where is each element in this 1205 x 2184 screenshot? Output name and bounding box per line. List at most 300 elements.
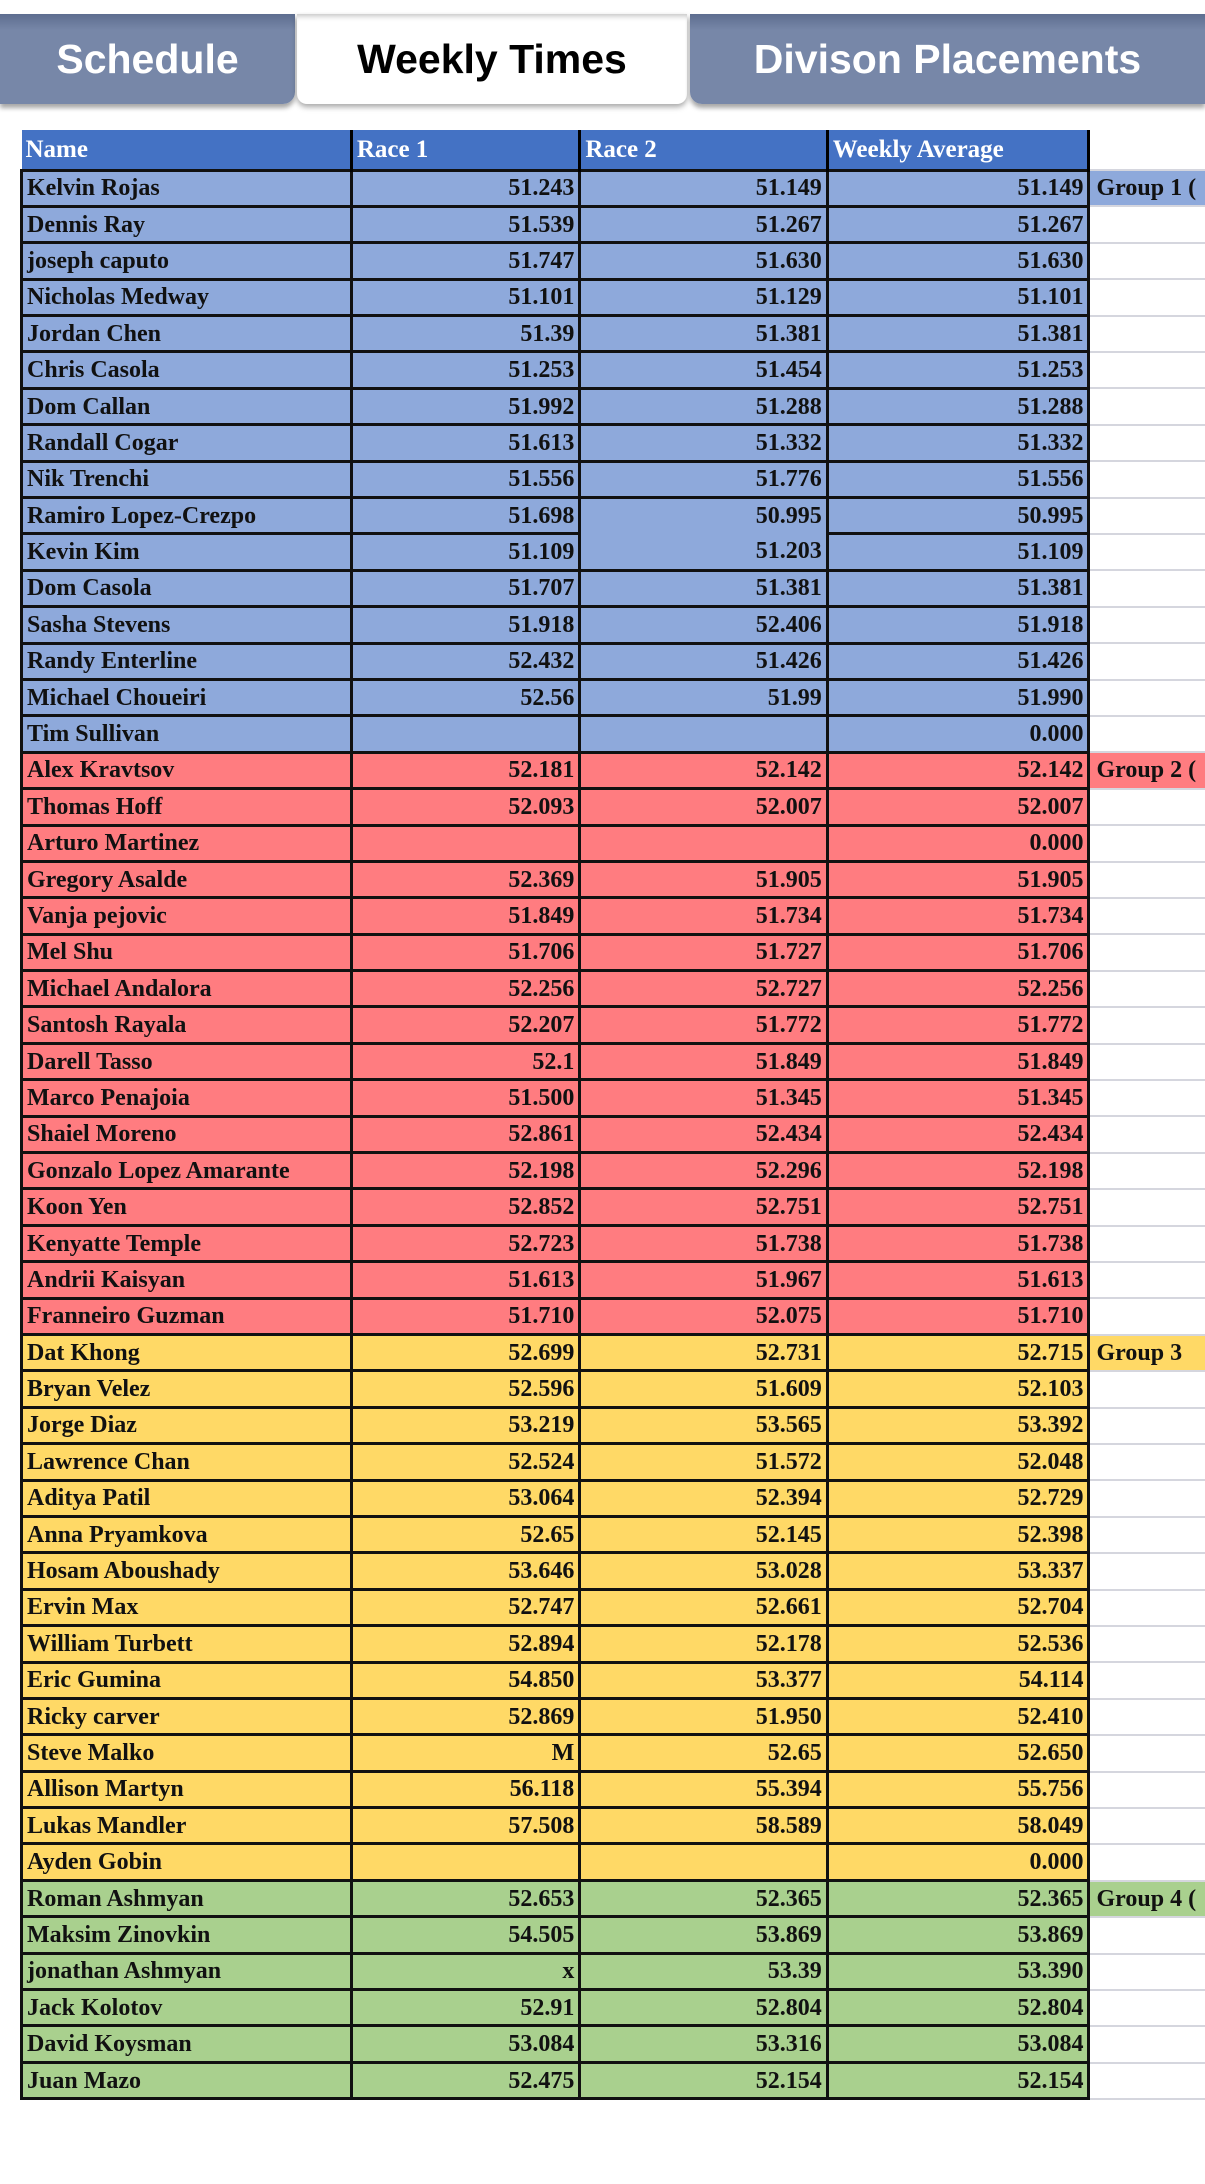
empty-cell[interactable] <box>1089 1371 1205 1407</box>
weekly-average-cell[interactable]: 51.109 <box>827 534 1089 570</box>
weekly-average-cell[interactable]: 52.154 <box>827 2062 1089 2098</box>
race-2-cell[interactable]: 51.572 <box>580 1444 827 1480</box>
name-cell[interactable]: jonathan Ashmyan <box>22 1953 352 1989</box>
weekly-average-cell[interactable]: 51.918 <box>827 607 1089 643</box>
name-cell[interactable]: Randall Cogar <box>22 425 352 461</box>
race-2-cell[interactable]: 51.381 <box>580 316 827 352</box>
name-cell[interactable]: David Koysman <box>22 2026 352 2062</box>
empty-cell[interactable] <box>1089 1735 1205 1771</box>
race-2-cell[interactable]: 51.950 <box>580 1698 827 1734</box>
name-cell[interactable]: Jordan Chen <box>22 316 352 352</box>
name-cell[interactable]: Gregory Asalde <box>22 861 352 897</box>
name-cell[interactable]: Vanja pejovic <box>22 898 352 934</box>
weekly-average-cell[interactable]: 51.381 <box>827 316 1089 352</box>
gridline <box>1090 497 1205 499</box>
empty-cell[interactable] <box>1089 1917 1205 1953</box>
race-2-cell[interactable]: 51.203 <box>580 534 827 570</box>
race-1-cell[interactable]: 51.243 <box>351 170 580 206</box>
empty-cell[interactable] <box>1089 498 1205 534</box>
weekly-average-cell[interactable]: 53.084 <box>827 2026 1089 2062</box>
gridline <box>1090 1807 1205 1809</box>
table-row <box>22 1553 1205 1589</box>
empty-cell[interactable] <box>1089 1662 1205 1698</box>
empty-cell[interactable] <box>1089 425 1205 461</box>
weekly-average-cell[interactable]: 52.256 <box>827 971 1089 1007</box>
weekly-average-cell[interactable]: 52.729 <box>827 1480 1089 1516</box>
race-1-cell[interactable]: 54.850 <box>351 1662 580 1698</box>
race-2-cell[interactable]: 51.129 <box>580 279 827 315</box>
name-cell[interactable]: Ayden Gobin <box>22 1844 352 1880</box>
empty-cell[interactable] <box>1089 2062 1205 2098</box>
race-2-cell[interactable]: 53.39 <box>580 1953 827 1989</box>
empty-cell[interactable] <box>1089 316 1205 352</box>
empty-cell[interactable] <box>1089 679 1205 715</box>
name-cell[interactable]: Juan Mazo <box>22 2062 352 2098</box>
race-2-cell[interactable]: 55.394 <box>580 1771 827 1807</box>
table-row <box>22 1808 1205 1844</box>
weekly-average-cell[interactable]: 52.536 <box>827 1626 1089 1662</box>
empty-cell[interactable] <box>1089 716 1205 752</box>
race-2-cell[interactable]: 52.661 <box>580 1589 827 1625</box>
name-cell[interactable]: Kelvin Rojas <box>22 170 352 206</box>
race-1-cell[interactable]: 52.524 <box>351 1444 580 1480</box>
race-1-cell[interactable]: 54.505 <box>351 1917 580 1953</box>
race-1-cell[interactable]: 51.500 <box>351 1080 580 1116</box>
race-2-cell[interactable]: 51.332 <box>580 425 827 461</box>
race-2-cell[interactable]: 53.028 <box>580 1553 827 1589</box>
race-1-cell[interactable]: 52.1 <box>351 1043 580 1079</box>
race-1-cell[interactable]: 52.093 <box>351 789 580 825</box>
weekly-average-cell[interactable]: 51.772 <box>827 1007 1089 1043</box>
weekly-average-cell[interactable]: 53.869 <box>827 1917 1089 1953</box>
name-cell[interactable]: Kevin Kim <box>22 534 352 570</box>
empty-cell[interactable] <box>1089 461 1205 497</box>
race-2-cell[interactable]: 51.99 <box>580 679 827 715</box>
gridline <box>1090 1370 1205 1372</box>
name-cell[interactable]: Koon Yen <box>22 1189 352 1225</box>
name-cell[interactable]: Nik Trenchi <box>22 461 352 497</box>
name-cell[interactable]: Arturo Martinez <box>22 825 352 861</box>
race-1-cell[interactable]: 52.596 <box>351 1371 580 1407</box>
empty-cell[interactable] <box>1089 789 1205 825</box>
weekly-average-cell[interactable]: 53.392 <box>827 1407 1089 1443</box>
name-cell[interactable]: Maksim Zinovkin <box>22 1917 352 1953</box>
race-2-cell[interactable]: 51.149 <box>580 170 827 206</box>
race-1-cell[interactable]: 51.698 <box>351 498 580 534</box>
race-1-cell[interactable]: 52.369 <box>351 861 580 897</box>
weekly-average-cell[interactable]: 51.734 <box>827 898 1089 934</box>
weekly-average-cell[interactable]: 0.000 <box>827 1844 1089 1880</box>
race-1-cell[interactable] <box>351 825 580 861</box>
empty-cell[interactable] <box>1089 1007 1205 1043</box>
race-1-cell[interactable]: 52.894 <box>351 1626 580 1662</box>
empty-cell[interactable] <box>1089 1298 1205 1334</box>
weekly-average-cell[interactable]: 53.337 <box>827 1553 1089 1589</box>
weekly-average-cell[interactable]: 51.345 <box>827 1080 1089 1116</box>
race-1-cell[interactable] <box>351 716 580 752</box>
race-2-cell[interactable]: 51.454 <box>580 352 827 388</box>
empty-cell[interactable] <box>1089 243 1205 279</box>
weekly-average-cell[interactable]: 52.704 <box>827 1589 1089 1625</box>
header-race-2[interactable]: Race 2 <box>580 130 827 170</box>
race-1-cell[interactable]: 53.219 <box>351 1407 580 1443</box>
sheet-tab-bar <box>0 14 1205 105</box>
weekly-average-cell[interactable]: 51.149 <box>827 170 1089 206</box>
race-1-cell[interactable]: 52.56 <box>351 679 580 715</box>
name-cell[interactable]: Jack Kolotov <box>22 1990 352 2026</box>
tab-weekly-times[interactable]: Weekly Times <box>297 14 687 104</box>
header-name[interactable]: Name <box>22 130 352 170</box>
name-cell[interactable]: Anna Pryamkova <box>22 1516 352 1552</box>
name-cell[interactable]: Tim Sullivan <box>22 716 352 752</box>
race-1-cell[interactable]: 52.181 <box>351 752 580 788</box>
race-1-cell[interactable]: 51.39 <box>351 316 580 352</box>
name-cell[interactable]: Darell Tasso <box>22 1043 352 1079</box>
weekly-average-cell[interactable]: 51.738 <box>827 1225 1089 1261</box>
race-1-cell[interactable]: 52.869 <box>351 1698 580 1734</box>
name-cell[interactable]: Dat Khong <box>22 1335 352 1371</box>
name-cell[interactable]: Allison Martyn <box>22 1771 352 1807</box>
empty-cell[interactable] <box>1089 898 1205 934</box>
empty-cell[interactable] <box>1089 1953 1205 1989</box>
name-cell[interactable]: Aditya Patil <box>22 1480 352 1516</box>
empty-cell[interactable] <box>1089 1116 1205 1152</box>
weekly-average-cell[interactable]: 51.381 <box>827 570 1089 606</box>
race-1-cell[interactable]: 52.65 <box>351 1516 580 1552</box>
weekly-average-cell[interactable]: 52.650 <box>827 1735 1089 1771</box>
name-cell[interactable]: Chris Casola <box>22 352 352 388</box>
race-1-cell[interactable]: 52.91 <box>351 1990 580 2026</box>
table-row <box>22 1116 1205 1152</box>
race-2-cell[interactable]: 52.406 <box>580 607 827 643</box>
empty-cell[interactable] <box>1089 1189 1205 1225</box>
race-1-cell[interactable]: 51.109 <box>351 534 580 570</box>
weekly-average-cell[interactable]: 51.630 <box>827 243 1089 279</box>
name-cell[interactable]: Thomas Hoff <box>22 789 352 825</box>
weekly-average-cell[interactable]: 51.990 <box>827 679 1089 715</box>
empty-cell[interactable] <box>1089 1626 1205 1662</box>
weekly-average-cell[interactable]: 52.398 <box>827 1516 1089 1552</box>
weekly-average-cell[interactable]: 55.756 <box>827 1771 1089 1807</box>
race-2-cell[interactable]: 52.007 <box>580 789 827 825</box>
weekly-average-cell[interactable]: 52.048 <box>827 1444 1089 1480</box>
race-2-cell[interactable]: 52.145 <box>580 1516 827 1552</box>
weekly-average-cell[interactable]: 52.007 <box>827 789 1089 825</box>
header-race-1[interactable]: Race 1 <box>351 130 580 170</box>
race-1-cell[interactable]: 51.613 <box>351 425 580 461</box>
name-cell[interactable]: Ramiro Lopez-Crezpo <box>22 498 352 534</box>
race-2-cell[interactable]: 50.995 <box>580 498 827 534</box>
weekly-average-cell[interactable]: 52.142 <box>827 752 1089 788</box>
weekly-average-cell[interactable]: 51.267 <box>827 206 1089 242</box>
empty-cell[interactable] <box>1089 643 1205 679</box>
race-2-cell[interactable] <box>580 1844 827 1880</box>
weekly-average-cell[interactable]: 51.556 <box>827 461 1089 497</box>
tab-schedule[interactable]: Schedule <box>0 14 295 104</box>
race-2-cell[interactable]: 52.142 <box>580 752 827 788</box>
name-cell[interactable]: Marco Penajoia <box>22 1080 352 1116</box>
empty-cell[interactable] <box>1089 1262 1205 1298</box>
empty-cell[interactable] <box>1089 570 1205 606</box>
race-1-cell[interactable]: x <box>351 1953 580 1989</box>
race-2-cell[interactable]: 51.772 <box>580 1007 827 1043</box>
name-cell[interactable]: Eric Gumina <box>22 1662 352 1698</box>
weekly-average-cell[interactable]: 52.103 <box>827 1371 1089 1407</box>
table-row <box>22 1990 1205 2026</box>
weekly-times-table <box>20 130 1205 2100</box>
weekly-average-cell[interactable]: 0.000 <box>827 716 1089 752</box>
race-1-cell[interactable]: 56.118 <box>351 1771 580 1807</box>
race-1-cell[interactable]: 52.475 <box>351 2062 580 2098</box>
race-1-cell[interactable]: 52.256 <box>351 971 580 1007</box>
weekly-average-cell[interactable]: 52.804 <box>827 1990 1089 2026</box>
table-row <box>22 2062 1205 2098</box>
weekly-average-cell[interactable]: 50.995 <box>827 498 1089 534</box>
gridline <box>1090 1225 1205 1227</box>
weekly-average-cell[interactable]: 51.101 <box>827 279 1089 315</box>
name-cell[interactable]: Steve Malko <box>22 1735 352 1771</box>
race-2-cell[interactable]: 52.154 <box>580 2062 827 2098</box>
table-row <box>22 1298 1205 1334</box>
race-1-cell[interactable]: 52.198 <box>351 1153 580 1189</box>
name-cell[interactable]: Santosh Rayala <box>22 1007 352 1043</box>
race-2-cell[interactable]: 51.288 <box>580 388 827 424</box>
weekly-average-cell[interactable]: 52.410 <box>827 1698 1089 1734</box>
empty-cell[interactable] <box>1089 1043 1205 1079</box>
gridline <box>1090 1843 1205 1845</box>
race-2-cell[interactable]: 51.967 <box>580 1262 827 1298</box>
empty-cell[interactable] <box>1089 1080 1205 1116</box>
group-label-cell[interactable]: Group 3 <box>1089 1335 1205 1371</box>
weekly-average-cell[interactable]: 58.049 <box>827 1808 1089 1844</box>
gridline <box>1090 1115 1205 1117</box>
name-cell[interactable]: Dom Casola <box>22 570 352 606</box>
race-2-cell[interactable]: 51.426 <box>580 643 827 679</box>
empty-cell[interactable] <box>1089 352 1205 388</box>
weekly-average-cell[interactable]: 52.365 <box>827 1880 1089 1916</box>
empty-cell[interactable] <box>1089 825 1205 861</box>
empty-cell[interactable] <box>1089 971 1205 1007</box>
race-1-cell[interactable]: 51.613 <box>351 1262 580 1298</box>
table-row <box>22 243 1205 279</box>
race-1-cell[interactable]: 51.253 <box>351 352 580 388</box>
name-cell[interactable]: joseph caputo <box>22 243 352 279</box>
empty-cell[interactable] <box>1089 1516 1205 1552</box>
name-cell[interactable]: Ervin Max <box>22 1589 352 1625</box>
race-1-cell[interactable]: 52.699 <box>351 1335 580 1371</box>
race-1-cell[interactable] <box>351 1844 580 1880</box>
gridline <box>1090 1771 1205 1773</box>
name-cell[interactable]: Gonzalo Lopez Amarante <box>22 1153 352 1189</box>
empty-cell[interactable] <box>1089 1553 1205 1589</box>
empty-cell[interactable] <box>1089 607 1205 643</box>
weekly-average-cell[interactable]: 51.332 <box>827 425 1089 461</box>
race-2-cell[interactable]: 53.316 <box>580 2026 827 2062</box>
race-1-cell[interactable]: 57.508 <box>351 1808 580 1844</box>
race-1-cell[interactable]: 51.992 <box>351 388 580 424</box>
race-2-cell[interactable]: 51.849 <box>580 1043 827 1079</box>
name-cell[interactable]: Ricky carver <box>22 1698 352 1734</box>
name-cell[interactable]: Shaiel Moreno <box>22 1116 352 1152</box>
empty-cell[interactable] <box>1089 388 1205 424</box>
empty-cell[interactable] <box>1089 1407 1205 1443</box>
empty-cell[interactable] <box>1089 2026 1205 2062</box>
race-2-cell[interactable]: 52.434 <box>580 1116 827 1152</box>
name-cell[interactable]: Lukas Mandler <box>22 1808 352 1844</box>
race-2-cell[interactable]: 53.377 <box>580 1662 827 1698</box>
race-1-cell[interactable]: 51.849 <box>351 898 580 934</box>
header-weekly-average[interactable]: Weekly Average <box>827 130 1089 170</box>
race-2-cell[interactable]: 51.630 <box>580 243 827 279</box>
empty-cell[interactable] <box>1089 1225 1205 1261</box>
name-cell[interactable]: Dom Callan <box>22 388 352 424</box>
name-cell[interactable]: Mel Shu <box>22 934 352 970</box>
race-2-cell[interactable]: 51.345 <box>580 1080 827 1116</box>
race-1-cell[interactable]: 52.653 <box>351 1880 580 1916</box>
name-cell[interactable]: Jorge Diaz <box>22 1407 352 1443</box>
table-row <box>22 1953 1205 1989</box>
name-cell[interactable]: Franneiro Guzman <box>22 1298 352 1334</box>
weekly-average-cell[interactable]: 52.198 <box>827 1153 1089 1189</box>
race-2-cell[interactable]: 51.905 <box>580 861 827 897</box>
empty-cell[interactable] <box>1089 1808 1205 1844</box>
table-row <box>22 1371 1205 1407</box>
empty-cell[interactable] <box>1089 934 1205 970</box>
gridline <box>1090 1734 1205 1736</box>
race-2-cell[interactable]: 51.734 <box>580 898 827 934</box>
table-row <box>22 1771 1205 1807</box>
empty-cell[interactable] <box>1089 206 1205 242</box>
weekly-average-cell[interactable]: 51.905 <box>827 861 1089 897</box>
name-cell[interactable]: William Turbett <box>22 1626 352 1662</box>
empty-cell[interactable] <box>1089 1844 1205 1880</box>
race-1-cell[interactable]: 51.707 <box>351 570 580 606</box>
name-cell[interactable]: Lawrence Chan <box>22 1444 352 1480</box>
name-cell[interactable]: Dennis Ray <box>22 206 352 242</box>
empty-cell[interactable] <box>1089 1589 1205 1625</box>
race-2-cell[interactable]: 52.727 <box>580 971 827 1007</box>
weekly-average-cell[interactable]: 54.114 <box>827 1662 1089 1698</box>
weekly-average-cell[interactable]: 0.000 <box>827 825 1089 861</box>
race-2-cell[interactable]: 51.738 <box>580 1225 827 1261</box>
empty-cell[interactable] <box>1089 279 1205 315</box>
race-1-cell[interactable]: 51.539 <box>351 206 580 242</box>
race-2-cell[interactable]: 52.296 <box>580 1153 827 1189</box>
empty-cell[interactable] <box>1089 534 1205 570</box>
weekly-average-cell[interactable]: 51.288 <box>827 388 1089 424</box>
weekly-average-cell[interactable]: 52.715 <box>827 1335 1089 1371</box>
race-2-cell[interactable]: 52.075 <box>580 1298 827 1334</box>
race-2-cell[interactable]: 51.381 <box>580 570 827 606</box>
race-2-cell[interactable]: 52.365 <box>580 1880 827 1916</box>
tab-divison-placements[interactable]: Divison Placements <box>690 14 1205 104</box>
weekly-average-cell[interactable]: 51.710 <box>827 1298 1089 1334</box>
race-2-cell[interactable]: 52.751 <box>580 1189 827 1225</box>
weekly-average-cell[interactable]: 51.613 <box>827 1262 1089 1298</box>
empty-cell[interactable] <box>1089 1480 1205 1516</box>
race-2-cell[interactable]: 52.394 <box>580 1480 827 1516</box>
race-1-cell[interactable]: 53.064 <box>351 1480 580 1516</box>
race-1-cell[interactable]: M <box>351 1735 580 1771</box>
race-2-cell[interactable]: 51.267 <box>580 206 827 242</box>
gridline <box>1090 2025 1205 2027</box>
empty-cell[interactable] <box>1089 1771 1205 1807</box>
race-1-cell[interactable]: 52.861 <box>351 1116 580 1152</box>
empty-cell[interactable] <box>1089 1153 1205 1189</box>
empty-cell[interactable] <box>1089 1698 1205 1734</box>
name-cell[interactable]: Michael Choueiri <box>22 679 352 715</box>
gridline <box>1090 606 1205 608</box>
weekly-average-cell[interactable]: 51.253 <box>827 352 1089 388</box>
race-1-cell[interactable]: 52.852 <box>351 1189 580 1225</box>
table-row <box>22 607 1205 643</box>
name-cell[interactable]: Hosam Aboushady <box>22 1553 352 1589</box>
group-label-cell[interactable]: Group 1 ( <box>1089 170 1205 206</box>
gridline <box>1090 1625 1205 1627</box>
race-1-cell[interactable]: 51.101 <box>351 279 580 315</box>
gridline <box>1090 1516 1205 1518</box>
race-2-cell[interactable] <box>580 825 827 861</box>
race-1-cell[interactable]: 51.918 <box>351 607 580 643</box>
race-1-cell[interactable]: 52.432 <box>351 643 580 679</box>
weekly-average-cell[interactable]: 52.434 <box>827 1116 1089 1152</box>
race-1-cell[interactable]: 53.084 <box>351 2026 580 2062</box>
race-2-cell[interactable] <box>580 716 827 752</box>
name-cell[interactable]: Alex Kravtsov <box>22 752 352 788</box>
race-2-cell[interactable]: 51.609 <box>580 1371 827 1407</box>
race-2-cell[interactable]: 52.65 <box>580 1735 827 1771</box>
race-1-cell[interactable]: 51.747 <box>351 243 580 279</box>
race-2-cell[interactable]: 52.178 <box>580 1626 827 1662</box>
name-cell[interactable]: Michael Andalora <box>22 971 352 1007</box>
empty-cell[interactable] <box>1089 1444 1205 1480</box>
race-2-cell[interactable]: 58.589 <box>580 1808 827 1844</box>
race-2-cell[interactable]: 51.727 <box>580 934 827 970</box>
name-cell[interactable]: Sasha Stevens <box>22 607 352 643</box>
race-1-cell[interactable]: 52.207 <box>351 1007 580 1043</box>
race-2-cell[interactable]: 53.565 <box>580 1407 827 1443</box>
name-cell[interactable]: Roman Ashmyan <box>22 1880 352 1916</box>
name-cell[interactable]: Bryan Velez <box>22 1371 352 1407</box>
group-label-cell[interactable]: Group 4 ( <box>1089 1880 1205 1916</box>
race-1-cell[interactable]: 51.706 <box>351 934 580 970</box>
race-1-cell[interactable]: 51.710 <box>351 1298 580 1334</box>
race-2-cell[interactable]: 52.731 <box>580 1335 827 1371</box>
race-1-cell[interactable]: 53.646 <box>351 1553 580 1589</box>
race-1-cell[interactable]: 52.723 <box>351 1225 580 1261</box>
race-2-cell[interactable]: 52.804 <box>580 1990 827 2026</box>
weekly-average-cell[interactable]: 51.706 <box>827 934 1089 970</box>
name-cell[interactable]: Nicholas Medway <box>22 279 352 315</box>
group-label-cell[interactable]: Group 2 ( <box>1089 752 1205 788</box>
empty-cell[interactable] <box>1089 1990 1205 2026</box>
name-cell[interactable]: Andrii Kaisyan <box>22 1262 352 1298</box>
race-2-cell[interactable]: 51.776 <box>580 461 827 497</box>
name-cell[interactable]: Kenyatte Temple <box>22 1225 352 1261</box>
name-cell[interactable]: Randy Enterline <box>22 643 352 679</box>
race-1-cell[interactable]: 51.556 <box>351 461 580 497</box>
weekly-average-cell[interactable]: 53.390 <box>827 1953 1089 1989</box>
race-2-cell[interactable]: 53.869 <box>580 1917 827 1953</box>
race-1-cell[interactable]: 52.747 <box>351 1589 580 1625</box>
gridline <box>1090 315 1205 317</box>
gridline <box>1090 970 1205 972</box>
empty-cell[interactable] <box>1089 861 1205 897</box>
weekly-average-cell[interactable]: 51.426 <box>827 643 1089 679</box>
weekly-average-cell[interactable]: 51.849 <box>827 1043 1089 1079</box>
weekly-average-cell[interactable]: 52.751 <box>827 1189 1089 1225</box>
header-blank-cell[interactable] <box>1089 130 1205 170</box>
